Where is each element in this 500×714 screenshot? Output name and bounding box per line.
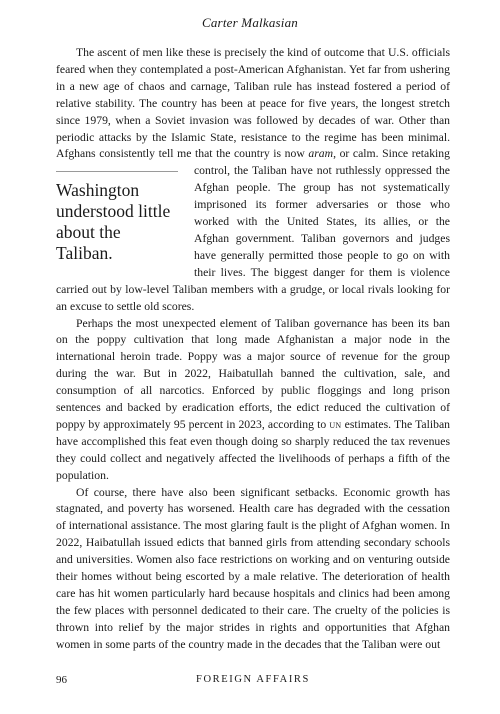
pull-quote: Washington understood little about the Taliban. xyxy=(56,171,178,264)
page-footer xyxy=(56,674,450,688)
paragraph-1-text: The ascent of men like these is precisely the kind of outcome that U.S. officials feared when they contemplated a post-American Afghanistan. Yet far from ushering in a new age of chaos and carnage, Taliban rule has instead fostered a period of relative stability. The country has been at peace for five years, the longest stretch since 1979, when a Soviet invasion was followed by decades of war. Other than periodic attacks by the Islamic State, resistance to the regime has been minimal. Afghans consistently tell me that the country is now xyxy=(56,46,450,161)
paragraph-2 xyxy=(56,316,450,485)
paragraph-2-continued: estimates. The Taliban have accomplished this feat even though doing so sharply reduced the tax revenues they could collect and negatively affected the livelihoods of perhaps a fifth of the population. xyxy=(56,417,450,482)
page-number: 96 xyxy=(56,674,67,686)
paragraph-2-text: Perhaps the most unexpected element of Taliban governance has been its ban on the poppy cultivation that long made Afghanistan a major node in the international heroin trade. Poppy was a major source of revenue for the group during the war. But in 2022, Haibatullah banned the cultivation, sale, and consumption of all narcotics. Enforced by public floggings and long prison sentences and backed by eradication efforts, the edict reduced the cultivation of poppy by approximately 95 percent in 2023, according to xyxy=(56,316,450,431)
article-body xyxy=(56,45,450,654)
un-abbreviation: un xyxy=(329,417,342,431)
running-head: Carter Malkasian xyxy=(201,15,298,30)
publication-name: FOREIGN AFFAIRS xyxy=(196,674,310,685)
paragraph-1-emphasis: aram xyxy=(308,147,334,161)
paragraph-1-continued: , or calm. Since retaking control, the Taliban have not ruthlessly oppressed the Afghan people. The group has not systematically imprisoned its former adversaries or those who worked with the United States, its allies, or the Afghan government. Taliban governors and judges have generally permitted those people to go on with their lives. The biggest danger for them is violence carried out by low-level Taliban members with a grudge, or local rivals looking for an excuse to settle old scores. xyxy=(56,147,450,313)
paragraph-1 xyxy=(56,45,450,316)
paragraph-3: Of course, there have also been significant setbacks. Economic growth has stagnated, and poverty has worsened. Health care has degraded with the cessation of international assistance. The most glaring fault is the plight of Afghan women. In 2022, Haibatullah issued edicts that banned girls from attending secondary schools and universities. Women also face restrictions on working and on venturing outside their homes without being escorted by a male relative. The deterioration of health care has hit women particularly hard because hospitals and clinics had been among the few places with personnel dedicated to their care. The cruelty of the policies is thrown into relief by the major strides in rights and opportunities that Afghan women in some parts of the country made in the decades that the Taliban were out xyxy=(56,485,450,651)
